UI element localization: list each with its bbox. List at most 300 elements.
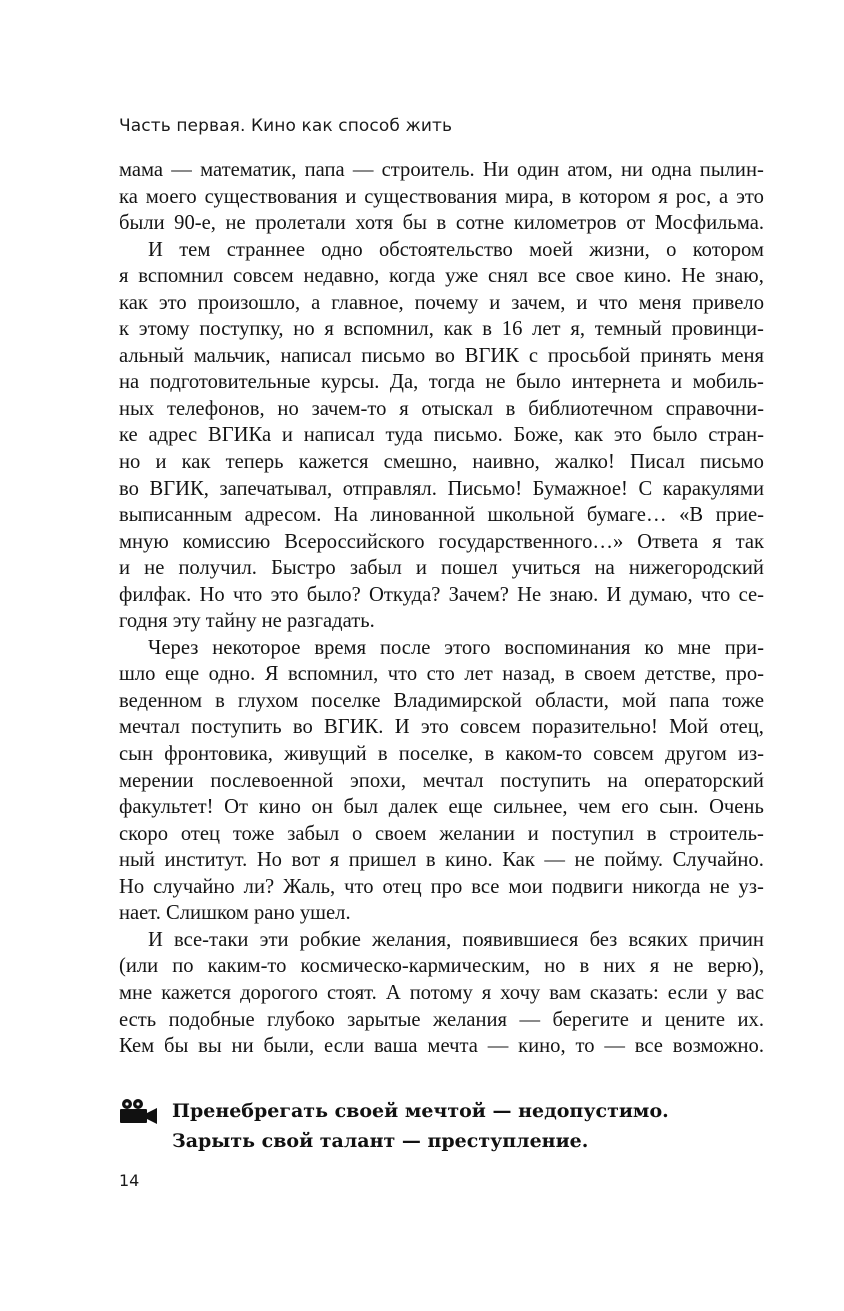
word: детстве, bbox=[645, 663, 716, 686]
text-line bbox=[119, 369, 764, 396]
word: кино bbox=[258, 796, 301, 819]
text-line bbox=[119, 502, 764, 529]
word: назад, bbox=[502, 663, 556, 686]
word: был bbox=[343, 796, 379, 819]
word: это bbox=[420, 716, 449, 739]
word: ВГИК. bbox=[324, 716, 384, 739]
word: ВГИКа bbox=[207, 424, 272, 447]
word: Откуда? bbox=[369, 583, 441, 606]
word: и bbox=[155, 451, 167, 474]
word: эпохи, bbox=[349, 769, 407, 792]
word: как bbox=[443, 318, 473, 341]
text-line bbox=[119, 953, 764, 980]
word: поступить bbox=[191, 716, 282, 739]
word: учиться bbox=[511, 557, 581, 580]
word: произошло, bbox=[197, 291, 301, 314]
word: зачем, bbox=[511, 291, 566, 314]
word: появившиеся bbox=[462, 928, 579, 951]
word: вы bbox=[198, 1035, 222, 1058]
word: Не bbox=[517, 583, 542, 606]
word: другом bbox=[665, 743, 727, 766]
word: я, bbox=[570, 318, 585, 341]
word: дорогого bbox=[240, 981, 318, 1004]
word: альный bbox=[119, 344, 184, 367]
word: знаю, bbox=[715, 265, 764, 288]
text-line bbox=[119, 290, 764, 317]
text-line bbox=[119, 847, 764, 874]
word: провинци- bbox=[671, 318, 764, 341]
word: не bbox=[144, 557, 165, 580]
word: возможно. bbox=[672, 1035, 764, 1058]
word: верю), bbox=[707, 955, 764, 978]
word: на bbox=[607, 769, 628, 792]
word: мои bbox=[508, 875, 543, 898]
word: тогда bbox=[428, 371, 475, 394]
text-line bbox=[119, 476, 764, 503]
word: во bbox=[435, 344, 455, 367]
word: — bbox=[352, 159, 374, 181]
word: мобиль- bbox=[692, 371, 764, 394]
word: поселке bbox=[311, 689, 381, 712]
word: глухом bbox=[237, 689, 299, 712]
word: меня bbox=[721, 344, 764, 367]
word: в bbox=[215, 689, 225, 712]
word: на bbox=[119, 371, 140, 394]
word: мальчик, bbox=[193, 344, 271, 367]
word: про bbox=[430, 875, 463, 898]
word: отец bbox=[180, 822, 220, 845]
word: берегите bbox=[552, 1008, 629, 1031]
word: я bbox=[119, 265, 129, 288]
word: прие- bbox=[715, 504, 764, 527]
word: получил. bbox=[178, 557, 257, 580]
word: в bbox=[436, 212, 447, 235]
word: существования bbox=[364, 185, 498, 208]
word: мира, bbox=[504, 185, 554, 208]
word: адресом. bbox=[244, 504, 322, 527]
word: еще bbox=[448, 796, 483, 819]
word: Боже, bbox=[513, 424, 564, 447]
word: пылин- bbox=[699, 159, 764, 181]
word: всяких bbox=[628, 928, 688, 951]
word: в bbox=[505, 397, 516, 420]
word: мечтал bbox=[119, 716, 180, 739]
word: и bbox=[345, 185, 357, 208]
word: телефонов, bbox=[166, 397, 265, 420]
word: Писал bbox=[629, 451, 685, 474]
word: я bbox=[324, 318, 334, 341]
word: робкие bbox=[299, 928, 361, 951]
word: в bbox=[579, 955, 590, 978]
word: мную bbox=[119, 530, 169, 553]
word: ни bbox=[231, 1035, 254, 1058]
word: Случайно. bbox=[672, 849, 764, 872]
word: своем bbox=[584, 663, 636, 686]
word: желания bbox=[432, 1008, 508, 1031]
word: Ни bbox=[482, 159, 509, 181]
word: хочу bbox=[500, 981, 541, 1004]
word: мой bbox=[621, 689, 657, 712]
word: бы bbox=[402, 212, 427, 235]
word: но bbox=[277, 397, 299, 420]
word: поступил bbox=[551, 822, 634, 845]
word: ваша bbox=[373, 1035, 418, 1058]
word: уз- bbox=[738, 875, 764, 898]
word: запечатывал, bbox=[219, 477, 333, 500]
word: мечтал bbox=[422, 769, 484, 792]
word: Как bbox=[502, 849, 535, 872]
text-line bbox=[119, 661, 764, 688]
word: эти bbox=[259, 928, 289, 951]
word: И bbox=[394, 716, 410, 739]
word: ных bbox=[119, 397, 155, 420]
word: филфак. bbox=[119, 583, 192, 606]
text-line bbox=[119, 688, 764, 715]
word: 90-е, bbox=[174, 212, 216, 235]
word: Но bbox=[119, 875, 145, 898]
word: что bbox=[387, 663, 418, 686]
word: как bbox=[574, 424, 604, 447]
text-line bbox=[119, 316, 764, 343]
word: и bbox=[641, 1008, 653, 1031]
callout-text bbox=[172, 1096, 669, 1156]
word: веденном bbox=[119, 689, 203, 712]
word: было? bbox=[306, 583, 361, 606]
word: мне bbox=[119, 981, 153, 1004]
word: время bbox=[314, 636, 367, 659]
word: ный bbox=[119, 849, 155, 872]
word: жизни, bbox=[589, 238, 650, 261]
word: от bbox=[626, 212, 646, 235]
callout-line-1: Пренебрегать своей мечтой — недопустимо. bbox=[172, 1100, 669, 1122]
text-line bbox=[119, 768, 764, 795]
word: некоторое bbox=[212, 636, 301, 659]
text-line bbox=[119, 210, 764, 237]
word: один bbox=[516, 159, 560, 181]
word: если bbox=[324, 1035, 365, 1058]
word: поступку, bbox=[199, 318, 284, 341]
text-line bbox=[119, 821, 764, 848]
word: каком-то bbox=[505, 743, 583, 766]
word: во bbox=[292, 716, 313, 739]
word: сын. bbox=[659, 796, 699, 819]
word: — bbox=[544, 849, 565, 872]
word: написал bbox=[303, 424, 375, 447]
word: школьной bbox=[487, 504, 575, 527]
word: чем bbox=[578, 796, 611, 819]
word: кажется bbox=[161, 981, 232, 1004]
word: его bbox=[621, 796, 649, 819]
word: отправлял. bbox=[342, 477, 437, 500]
word: бы bbox=[163, 1035, 189, 1058]
word: в bbox=[646, 822, 657, 845]
text-line bbox=[119, 449, 764, 476]
word: с bbox=[528, 344, 538, 367]
word: послевоенной bbox=[210, 769, 334, 792]
word: ВГИК bbox=[464, 344, 519, 367]
word: и bbox=[281, 424, 293, 447]
word: в bbox=[425, 849, 436, 872]
text-line bbox=[119, 874, 764, 901]
word: по bbox=[172, 955, 194, 978]
word: — bbox=[519, 1008, 541, 1031]
word: страннее bbox=[226, 238, 305, 261]
word: все-таки bbox=[174, 928, 249, 951]
word: письмо bbox=[699, 451, 764, 474]
word: это bbox=[270, 583, 299, 606]
text-line bbox=[119, 157, 764, 184]
word: я bbox=[329, 849, 340, 872]
word: От bbox=[224, 796, 248, 819]
word: хотя bbox=[355, 212, 394, 235]
word: и bbox=[671, 371, 683, 394]
word: Но bbox=[199, 583, 225, 606]
word: из- bbox=[737, 743, 764, 766]
word: сказать: bbox=[589, 981, 659, 1004]
word: после bbox=[379, 636, 431, 659]
word: в bbox=[377, 743, 388, 766]
word: мама bbox=[119, 159, 164, 181]
text-line bbox=[119, 529, 764, 556]
word: если bbox=[667, 981, 708, 1004]
word: без bbox=[589, 928, 618, 951]
word: а bbox=[719, 185, 729, 208]
word: совсем bbox=[460, 716, 521, 739]
word: тоже bbox=[722, 689, 764, 712]
word: кино. bbox=[445, 849, 493, 872]
word: как bbox=[119, 291, 148, 314]
word: И bbox=[148, 238, 163, 261]
text-line bbox=[119, 237, 764, 264]
word: лет bbox=[464, 663, 493, 686]
word: в bbox=[561, 185, 572, 208]
word: «В bbox=[679, 504, 704, 527]
word: их. bbox=[737, 1008, 764, 1031]
text-line: годня эту тайну не разгадать. bbox=[119, 610, 375, 633]
word: были, bbox=[263, 1035, 315, 1058]
word: строитель- bbox=[669, 822, 764, 845]
word: не bbox=[485, 371, 506, 394]
text-line bbox=[119, 184, 764, 211]
word: у bbox=[716, 981, 728, 1004]
word: вспомнил, bbox=[343, 318, 434, 341]
text-line bbox=[119, 980, 764, 1007]
word: я bbox=[399, 397, 409, 420]
word: стран- bbox=[708, 424, 764, 447]
word: Всероссийского bbox=[284, 530, 425, 553]
text-line bbox=[119, 741, 764, 768]
word: далек bbox=[388, 796, 438, 819]
word: совсем bbox=[593, 743, 654, 766]
word: отец bbox=[382, 875, 422, 898]
word: математик, bbox=[200, 159, 297, 181]
word: еще bbox=[164, 663, 200, 686]
word: когда bbox=[389, 265, 436, 288]
word: своем bbox=[375, 822, 427, 845]
word: рос, bbox=[675, 185, 712, 208]
word: меня bbox=[638, 291, 682, 314]
word: свое bbox=[575, 265, 615, 288]
text-line bbox=[119, 396, 764, 423]
text-line bbox=[119, 343, 764, 370]
word: адрес bbox=[148, 424, 198, 447]
movie-camera-icon bbox=[119, 1098, 159, 1124]
word: государственного…» bbox=[438, 530, 624, 553]
word: в bbox=[482, 318, 492, 341]
word: смешно, bbox=[383, 451, 458, 474]
body-text bbox=[119, 157, 764, 1060]
word: выписанным bbox=[119, 504, 233, 527]
word: привело bbox=[692, 291, 764, 314]
word: космическо-кармическим, bbox=[300, 955, 530, 978]
word: А bbox=[385, 981, 401, 1004]
word: подготовительные bbox=[149, 371, 311, 394]
word: вспомнил bbox=[138, 265, 224, 288]
word: (или bbox=[119, 955, 159, 978]
word: что bbox=[344, 875, 374, 898]
word: снял bbox=[488, 265, 528, 288]
word: папа bbox=[669, 689, 710, 712]
word: И bbox=[606, 583, 622, 606]
word: к bbox=[119, 318, 130, 341]
running-head: Часть первая. Кино как способ жить bbox=[119, 116, 453, 136]
word: написал bbox=[280, 344, 352, 367]
word: думаю, bbox=[629, 583, 693, 606]
callout-line-2: Зарыть свой талант — преступление. bbox=[172, 1130, 589, 1152]
word: я bbox=[712, 530, 722, 553]
word: Зачем? bbox=[448, 583, 509, 606]
word: и bbox=[489, 291, 501, 314]
word: каким-то bbox=[207, 955, 287, 978]
word: кажется bbox=[298, 451, 369, 474]
word: курсы. bbox=[320, 371, 380, 394]
word: не bbox=[574, 849, 595, 872]
word: сто bbox=[426, 663, 455, 686]
text-line bbox=[119, 582, 764, 609]
text-line bbox=[119, 635, 764, 662]
word: про- bbox=[725, 663, 764, 686]
word: бумаге… bbox=[586, 504, 667, 527]
word: скоро bbox=[119, 822, 168, 845]
word: этого bbox=[444, 636, 491, 659]
word: а bbox=[311, 291, 321, 314]
word: живущий bbox=[284, 743, 367, 766]
word: нижегородский bbox=[628, 557, 764, 580]
word: Я bbox=[264, 663, 279, 686]
page-number: 14 bbox=[119, 1171, 140, 1190]
word: но bbox=[544, 955, 566, 978]
word: Но bbox=[256, 849, 282, 872]
text-line: нает. Слишком рано ушел. bbox=[119, 902, 351, 925]
word: тоже bbox=[232, 822, 275, 845]
word: Письмо! bbox=[447, 477, 523, 500]
word: было bbox=[516, 371, 561, 394]
text-line bbox=[119, 263, 764, 290]
word: Ответа bbox=[637, 530, 699, 553]
word: сын bbox=[119, 743, 153, 766]
word: пролетали bbox=[255, 212, 346, 235]
word: но bbox=[119, 451, 141, 474]
word: вас bbox=[736, 981, 764, 1004]
word: темный bbox=[594, 318, 662, 341]
word: он bbox=[311, 796, 333, 819]
word: Да, bbox=[389, 371, 419, 394]
word: и bbox=[527, 822, 539, 845]
word: не bbox=[673, 955, 694, 978]
text-line bbox=[119, 555, 764, 582]
word: километров bbox=[513, 212, 617, 235]
text-line bbox=[119, 422, 764, 449]
word: пошел bbox=[441, 557, 498, 580]
word: просьбой bbox=[547, 344, 631, 367]
callout bbox=[119, 1096, 759, 1162]
text-line bbox=[119, 1007, 764, 1034]
word: ВГИК, bbox=[149, 477, 209, 500]
word: в bbox=[564, 663, 575, 686]
word: все bbox=[634, 1035, 663, 1058]
word: это bbox=[736, 185, 764, 208]
word: этому bbox=[138, 318, 190, 341]
word: при- bbox=[724, 636, 764, 659]
word: каракулями bbox=[662, 477, 764, 500]
word: желании bbox=[439, 822, 515, 845]
word: ке bbox=[119, 424, 138, 447]
word: се- bbox=[738, 583, 764, 606]
word: о bbox=[351, 822, 363, 845]
word: забыл bbox=[349, 557, 402, 580]
word: были bbox=[119, 212, 165, 235]
word: Мосфильма. bbox=[654, 212, 764, 235]
word: ли? bbox=[243, 875, 275, 898]
word: то bbox=[575, 1035, 595, 1058]
word: — bbox=[171, 159, 192, 181]
word: воспоминания bbox=[504, 636, 631, 659]
word: Мой bbox=[669, 716, 709, 739]
word: мерении bbox=[119, 769, 194, 792]
word: одна bbox=[651, 159, 692, 181]
word: зачем-то bbox=[311, 397, 387, 420]
word: — bbox=[604, 1035, 625, 1058]
word: библиотечном bbox=[528, 397, 653, 420]
word: случайно bbox=[153, 875, 235, 898]
word: ка bbox=[119, 185, 138, 208]
word: моей bbox=[529, 238, 573, 261]
word: лет bbox=[532, 318, 561, 341]
text-line bbox=[119, 927, 764, 954]
word: туда bbox=[385, 424, 423, 447]
word: интернета bbox=[571, 371, 661, 394]
text-line bbox=[119, 1033, 764, 1060]
word: одно bbox=[321, 238, 363, 261]
word: поразительно! bbox=[531, 716, 658, 739]
word: Быстро bbox=[271, 557, 336, 580]
word: поступить bbox=[500, 769, 591, 792]
word: отыскал bbox=[421, 397, 493, 420]
word: сильнее, bbox=[493, 796, 568, 819]
word: справочни- bbox=[665, 397, 764, 420]
word: зарытые bbox=[347, 1008, 421, 1031]
word: принять bbox=[640, 344, 712, 367]
word: все bbox=[537, 265, 566, 288]
word: пришел bbox=[348, 849, 417, 872]
word: мне bbox=[677, 636, 711, 659]
word: 16 bbox=[501, 318, 523, 341]
word: факультет! bbox=[119, 796, 214, 819]
word: что bbox=[598, 291, 628, 314]
text-line bbox=[119, 794, 764, 821]
word: ни bbox=[621, 159, 644, 181]
word: существования bbox=[204, 185, 338, 208]
